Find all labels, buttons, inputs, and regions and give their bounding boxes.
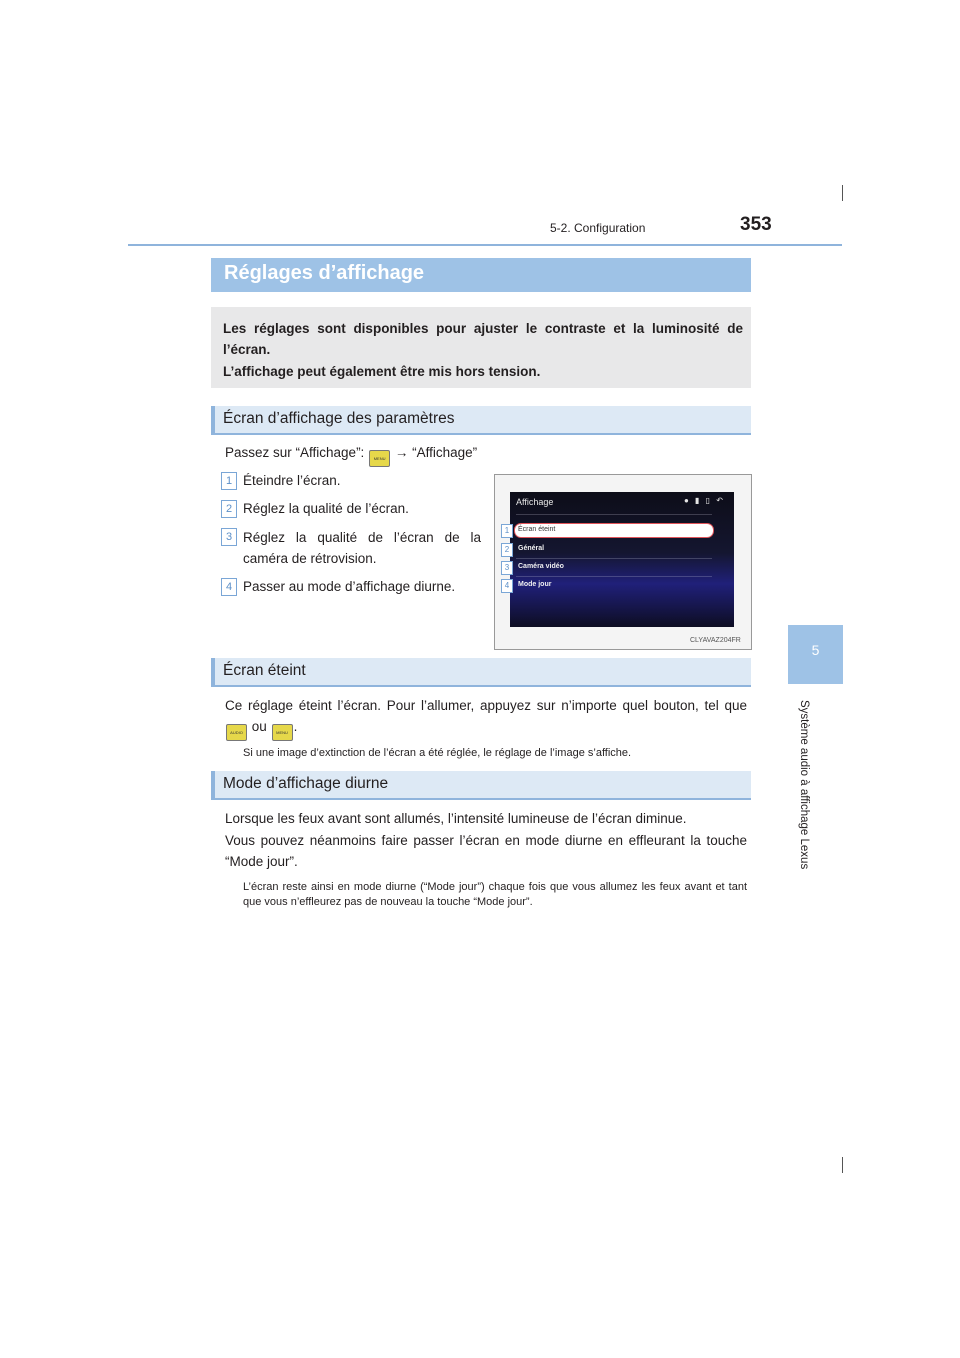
off-note: Si une image d’extinction de l’écran a été réglée, le réglage de l’image s’affiche. [243, 747, 632, 759]
image-code: CLYAVAZ204FR [690, 637, 741, 644]
audio-button-icon: AUDIO [226, 724, 247, 741]
chapter-number: 5 [811, 642, 820, 658]
callout-3: 3 [501, 561, 513, 575]
item-text-2: Réglez la qualité de l’écran. [243, 501, 409, 516]
screen-item-3[interactable]: Caméra vidéo [518, 563, 564, 570]
instruction-line [225, 442, 477, 467]
section-day-heading: Mode d’affichage diurne [223, 775, 389, 792]
section-off-accent [211, 658, 215, 687]
screen-title: Affichage [516, 497, 554, 507]
chapter-title: Système audio à affichage Lexus [798, 700, 810, 870]
callout-1: 1 [501, 524, 513, 538]
item-text-4: Passer au mode d’affichage diurne. [243, 579, 456, 594]
item-number-4: 4 [221, 578, 237, 596]
display-screen [510, 492, 734, 627]
screen-status-icons: ● ▮ ▯ ↶ [684, 496, 726, 505]
off-text-middle: ou [251, 719, 267, 734]
menu-button-icon: MENU [369, 450, 390, 467]
screen-item-2[interactable]: Général [518, 545, 545, 552]
day-para-1: Lorsque les feux avant sont allumés, l’intensité lumineuse de l’écran diminue. [225, 811, 687, 826]
screen-item-4[interactable]: Mode jour [518, 581, 552, 588]
header-section: 5-2. Configuration [550, 221, 646, 235]
page-number: 353 [740, 214, 772, 235]
menu-button-icon: MENU [272, 724, 293, 741]
day-para-2: Vous pouvez néanmoins faire passer l’écran en mode diurne en effleurant la touche “Mode jour”. [225, 833, 747, 869]
item-number-1: 1 [221, 472, 237, 490]
screen-item-1[interactable]: Écran éteint [518, 526, 556, 533]
section-day-accent [211, 771, 215, 800]
day-note: L’écran reste ainsi en mode diurne (“Mode jour”) chaque fois que vous allumez les feux avant et tant que vous n’effleurez pas de nouveau la touche “Mode jour”. [243, 881, 747, 908]
screen-divider [516, 514, 712, 515]
item-number-3: 3 [221, 528, 237, 546]
off-text [225, 695, 747, 741]
item-text-3: Réglez la qualité de l’écran de la caméra de rétrovision. [243, 530, 481, 566]
screen-divider [516, 558, 712, 559]
off-text-suffix: . [293, 719, 298, 734]
instruction-suffix: → “Affichage” [394, 445, 478, 460]
main-title: Réglages d’affichage [224, 262, 425, 284]
off-text-prefix: Ce réglage éteint l’écran. Pour l’allumer, appuyez sur n’importe quel bouton, tel que [225, 698, 747, 713]
item-number-2: 2 [221, 500, 237, 518]
header-divider [128, 244, 842, 246]
intro-line-1: Les réglages sont disponibles pour ajuster le contraste et la luminosité de l’écran. [223, 321, 743, 357]
intro-line-2: L’affichage peut également être mis hors tension. [223, 364, 541, 379]
crop-mark-top [842, 185, 843, 201]
section-off-heading: Écran éteint [223, 662, 306, 679]
crop-mark-bottom [842, 1157, 843, 1173]
callout-4: 4 [501, 579, 513, 593]
instruction-prefix: Passez sur “Affichage”: [225, 445, 365, 460]
section-screen-accent [211, 406, 215, 435]
callout-2: 2 [501, 543, 513, 557]
item-text-1: Éteindre l’écran. [243, 473, 341, 488]
screen-divider [516, 576, 712, 577]
section-screen-heading: Écran d’affichage des paramètres [223, 410, 455, 427]
